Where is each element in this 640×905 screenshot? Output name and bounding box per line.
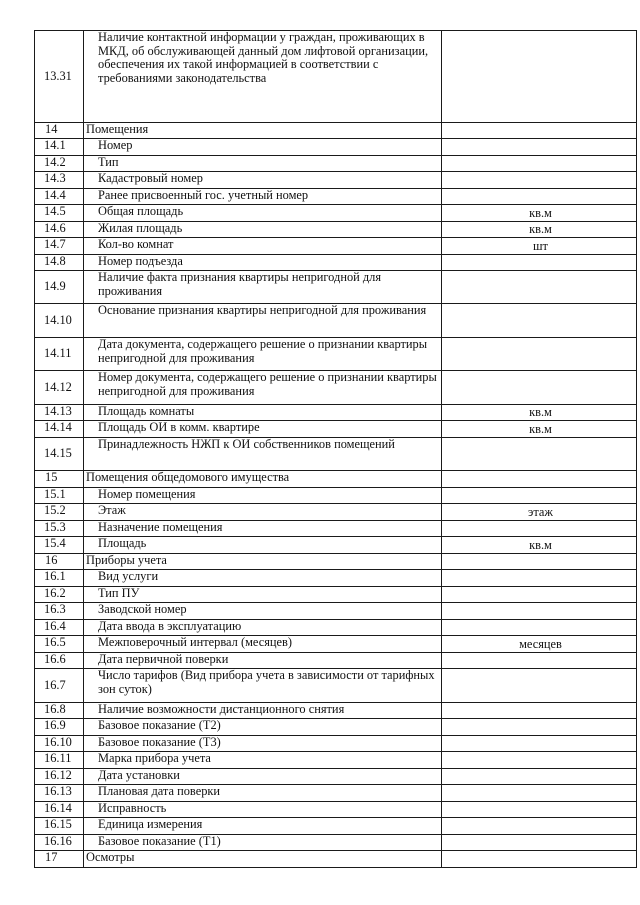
table-row bbox=[35, 802, 637, 818]
row-number: 14.3 bbox=[35, 172, 84, 189]
row-unit bbox=[442, 669, 637, 703]
row-label: Площадь ОИ в комм. квартире bbox=[84, 421, 442, 438]
table-row bbox=[35, 636, 637, 653]
row-number: 15.2 bbox=[35, 504, 84, 521]
table-row bbox=[35, 421, 637, 438]
row-number: 14.9 bbox=[35, 271, 84, 304]
row-unit bbox=[442, 123, 637, 139]
row-label: Наличие факта признания квартиры непригодной для проживания bbox=[84, 271, 442, 304]
table-row bbox=[35, 189, 637, 205]
row-label: Общая площадь bbox=[84, 205, 442, 222]
row-label: Марка прибора учета bbox=[84, 752, 442, 769]
row-label: Заводской номер bbox=[84, 603, 442, 620]
row-unit bbox=[442, 189, 637, 205]
table-row bbox=[35, 620, 637, 636]
table-row bbox=[35, 338, 637, 371]
row-number: 14.12 bbox=[35, 371, 84, 405]
row-unit bbox=[442, 653, 637, 669]
row-unit bbox=[442, 438, 637, 471]
table-row bbox=[35, 304, 637, 338]
row-unit bbox=[442, 222, 637, 238]
unit-label: кв.м bbox=[529, 422, 552, 437]
unit-label: шт bbox=[533, 239, 548, 254]
row-unit bbox=[442, 521, 637, 537]
unit-label: кв.м bbox=[529, 206, 552, 221]
table-row bbox=[35, 205, 637, 222]
row-unit bbox=[442, 338, 637, 371]
row-label: Номер помещения bbox=[84, 488, 442, 504]
table-row bbox=[35, 255, 637, 271]
row-number: 14.10 bbox=[35, 304, 84, 338]
table-row bbox=[35, 438, 637, 471]
row-label: Базовое показание (Т2) bbox=[84, 719, 442, 736]
row-number: 17 bbox=[35, 851, 84, 868]
section-row bbox=[35, 123, 637, 139]
table-row bbox=[35, 172, 637, 189]
row-label: Номер bbox=[84, 139, 442, 156]
row-unit bbox=[442, 570, 637, 587]
document-table-body bbox=[35, 31, 637, 868]
row-label: Кол-во комнат bbox=[84, 238, 442, 255]
table-row bbox=[35, 139, 637, 156]
row-number: 16 bbox=[35, 554, 84, 570]
row-label: Основание признания квартиры непригодной для проживания bbox=[84, 304, 442, 338]
unit-label: этаж bbox=[528, 505, 553, 520]
row-unit bbox=[442, 371, 637, 405]
table-row bbox=[35, 719, 637, 736]
row-number: 15.4 bbox=[35, 537, 84, 554]
table-row bbox=[35, 769, 637, 785]
row-label: Жилая площадь bbox=[84, 222, 442, 238]
table-row bbox=[35, 238, 637, 255]
row-label: Число тарифов (Вид прибора учета в зависимости от тарифных зон суток) bbox=[84, 669, 442, 703]
row-unit bbox=[442, 587, 637, 603]
table-row bbox=[35, 752, 637, 769]
row-unit bbox=[442, 421, 637, 438]
row-label: Исправность bbox=[84, 802, 442, 818]
row-number: 16.5 bbox=[35, 636, 84, 653]
row-label: Номер документа, содержащего решение о признании квартиры непригодной для проживания bbox=[84, 371, 442, 405]
row-unit bbox=[442, 172, 637, 189]
row-number: 16.11 bbox=[35, 752, 84, 769]
row-label: Базовое показание (Т3) bbox=[84, 736, 442, 752]
row-number: 14.14 bbox=[35, 421, 84, 438]
section-title: Помещения общедомового имущества bbox=[84, 471, 442, 488]
row-number: 16.15 bbox=[35, 818, 84, 835]
row-unit bbox=[442, 752, 637, 769]
row-unit bbox=[442, 255, 637, 271]
row-unit bbox=[442, 785, 637, 802]
row-unit bbox=[442, 139, 637, 156]
row-number: 14.11 bbox=[35, 338, 84, 371]
row-label: Принадлежность НЖП к ОИ собственников помещений bbox=[84, 438, 442, 471]
row-label: Площадь bbox=[84, 537, 442, 554]
row-number: 16.10 bbox=[35, 736, 84, 752]
row-label: Дата документа, содержащего решение о признании квартиры непригодной для проживания bbox=[84, 338, 442, 371]
row-number: 14.1 bbox=[35, 139, 84, 156]
row-label: Номер подъезда bbox=[84, 255, 442, 271]
row-unit bbox=[442, 504, 637, 521]
row-number: 14.2 bbox=[35, 156, 84, 172]
row-unit bbox=[442, 488, 637, 504]
unit-label: кв.м bbox=[529, 405, 552, 420]
row-number: 16.4 bbox=[35, 620, 84, 636]
row-number: 15.3 bbox=[35, 521, 84, 537]
row-number: 14.13 bbox=[35, 405, 84, 421]
row-unit bbox=[442, 719, 637, 736]
row-unit bbox=[442, 471, 637, 488]
table-row bbox=[35, 271, 637, 304]
row-unit bbox=[442, 620, 637, 636]
row-label: Кадастровый номер bbox=[84, 172, 442, 189]
unit-label: месяцев bbox=[519, 637, 562, 652]
section-title: Помещения bbox=[84, 123, 442, 139]
row-number: 14 bbox=[35, 123, 84, 139]
row-number: 16.14 bbox=[35, 802, 84, 818]
table-row bbox=[35, 603, 637, 620]
table-row bbox=[35, 405, 637, 421]
table-row bbox=[35, 669, 637, 703]
row-number: 14.8 bbox=[35, 255, 84, 271]
row-label: Назначение помещения bbox=[84, 521, 442, 537]
table-row bbox=[35, 371, 637, 405]
row-number: 14.4 bbox=[35, 189, 84, 205]
row-label: Межповерочный интервал (месяцев) bbox=[84, 636, 442, 653]
row-unit bbox=[442, 156, 637, 172]
row-unit bbox=[442, 537, 637, 554]
row-label: Дата первичной поверки bbox=[84, 653, 442, 669]
table-row bbox=[35, 156, 637, 172]
section-title: Приборы учета bbox=[84, 554, 442, 570]
row-label: Тип bbox=[84, 156, 442, 172]
table-row bbox=[35, 703, 637, 719]
row-unit bbox=[442, 769, 637, 785]
table-row bbox=[35, 537, 637, 554]
section-title: Осмотры bbox=[84, 851, 442, 868]
row-unit bbox=[442, 603, 637, 620]
table-row bbox=[35, 504, 637, 521]
row-number: 14.6 bbox=[35, 222, 84, 238]
row-unit bbox=[442, 802, 637, 818]
table-row bbox=[35, 488, 637, 504]
row-label: Площадь комнаты bbox=[84, 405, 442, 421]
row-number: 16.6 bbox=[35, 653, 84, 669]
row-label: Базовое показание (Т1) bbox=[84, 835, 442, 851]
row-unit bbox=[442, 703, 637, 719]
row-label: Плановая дата поверки bbox=[84, 785, 442, 802]
row-unit bbox=[442, 851, 637, 868]
document-table bbox=[34, 30, 637, 868]
row-label: Тип ПУ bbox=[84, 587, 442, 603]
row-unit bbox=[442, 736, 637, 752]
row-unit bbox=[442, 636, 637, 653]
row-number: 14.15 bbox=[35, 438, 84, 471]
table-row bbox=[35, 736, 637, 752]
table-row bbox=[35, 587, 637, 603]
row-label: Дата ввода в эксплуатацию bbox=[84, 620, 442, 636]
section-row bbox=[35, 554, 637, 570]
row-number: 16.7 bbox=[35, 669, 84, 703]
table-row bbox=[35, 835, 637, 851]
row-unit bbox=[442, 205, 637, 222]
table-row bbox=[35, 570, 637, 587]
section-row bbox=[35, 851, 637, 868]
row-number: 15.1 bbox=[35, 488, 84, 504]
row-unit bbox=[442, 818, 637, 835]
table-row bbox=[35, 653, 637, 669]
row-number: 13.31 bbox=[35, 31, 84, 123]
row-unit bbox=[442, 554, 637, 570]
table-row bbox=[35, 785, 637, 802]
row-number: 16.13 bbox=[35, 785, 84, 802]
row-unit bbox=[442, 405, 637, 421]
row-label: Наличие контактной информации у граждан, проживающих в МКД, об обслуживающей данный дом лифтовой организации, обеспечения их такой информацией в соответствии с требованиями законодательства bbox=[84, 31, 442, 123]
row-number: 16.3 bbox=[35, 603, 84, 620]
row-number: 16.8 bbox=[35, 703, 84, 719]
row-label: Наличие возможности дистанционного снятия bbox=[84, 703, 442, 719]
unit-label: кв.м bbox=[529, 538, 552, 553]
row-label: Вид услуги bbox=[84, 570, 442, 587]
row-label: Единица измерения bbox=[84, 818, 442, 835]
row-number: 14.7 bbox=[35, 238, 84, 255]
row-number: 16.1 bbox=[35, 570, 84, 587]
unit-label: кв.м bbox=[529, 222, 552, 237]
row-unit bbox=[442, 304, 637, 338]
row-number: 16.12 bbox=[35, 769, 84, 785]
row-number: 15 bbox=[35, 471, 84, 488]
table-row bbox=[35, 818, 637, 835]
row-label: Дата установки bbox=[84, 769, 442, 785]
row-label: Ранее присвоенный гос. учетный номер bbox=[84, 189, 442, 205]
row-unit bbox=[442, 271, 637, 304]
section-row bbox=[35, 471, 637, 488]
row-label: Этаж bbox=[84, 504, 442, 521]
row-number: 16.2 bbox=[35, 587, 84, 603]
row-number: 16.9 bbox=[35, 719, 84, 736]
table-row bbox=[35, 31, 637, 123]
table-row bbox=[35, 521, 637, 537]
row-number: 14.5 bbox=[35, 205, 84, 222]
row-number: 16.16 bbox=[35, 835, 84, 851]
row-unit bbox=[442, 31, 637, 123]
row-unit bbox=[442, 238, 637, 255]
table-row bbox=[35, 222, 637, 238]
row-unit bbox=[442, 835, 637, 851]
